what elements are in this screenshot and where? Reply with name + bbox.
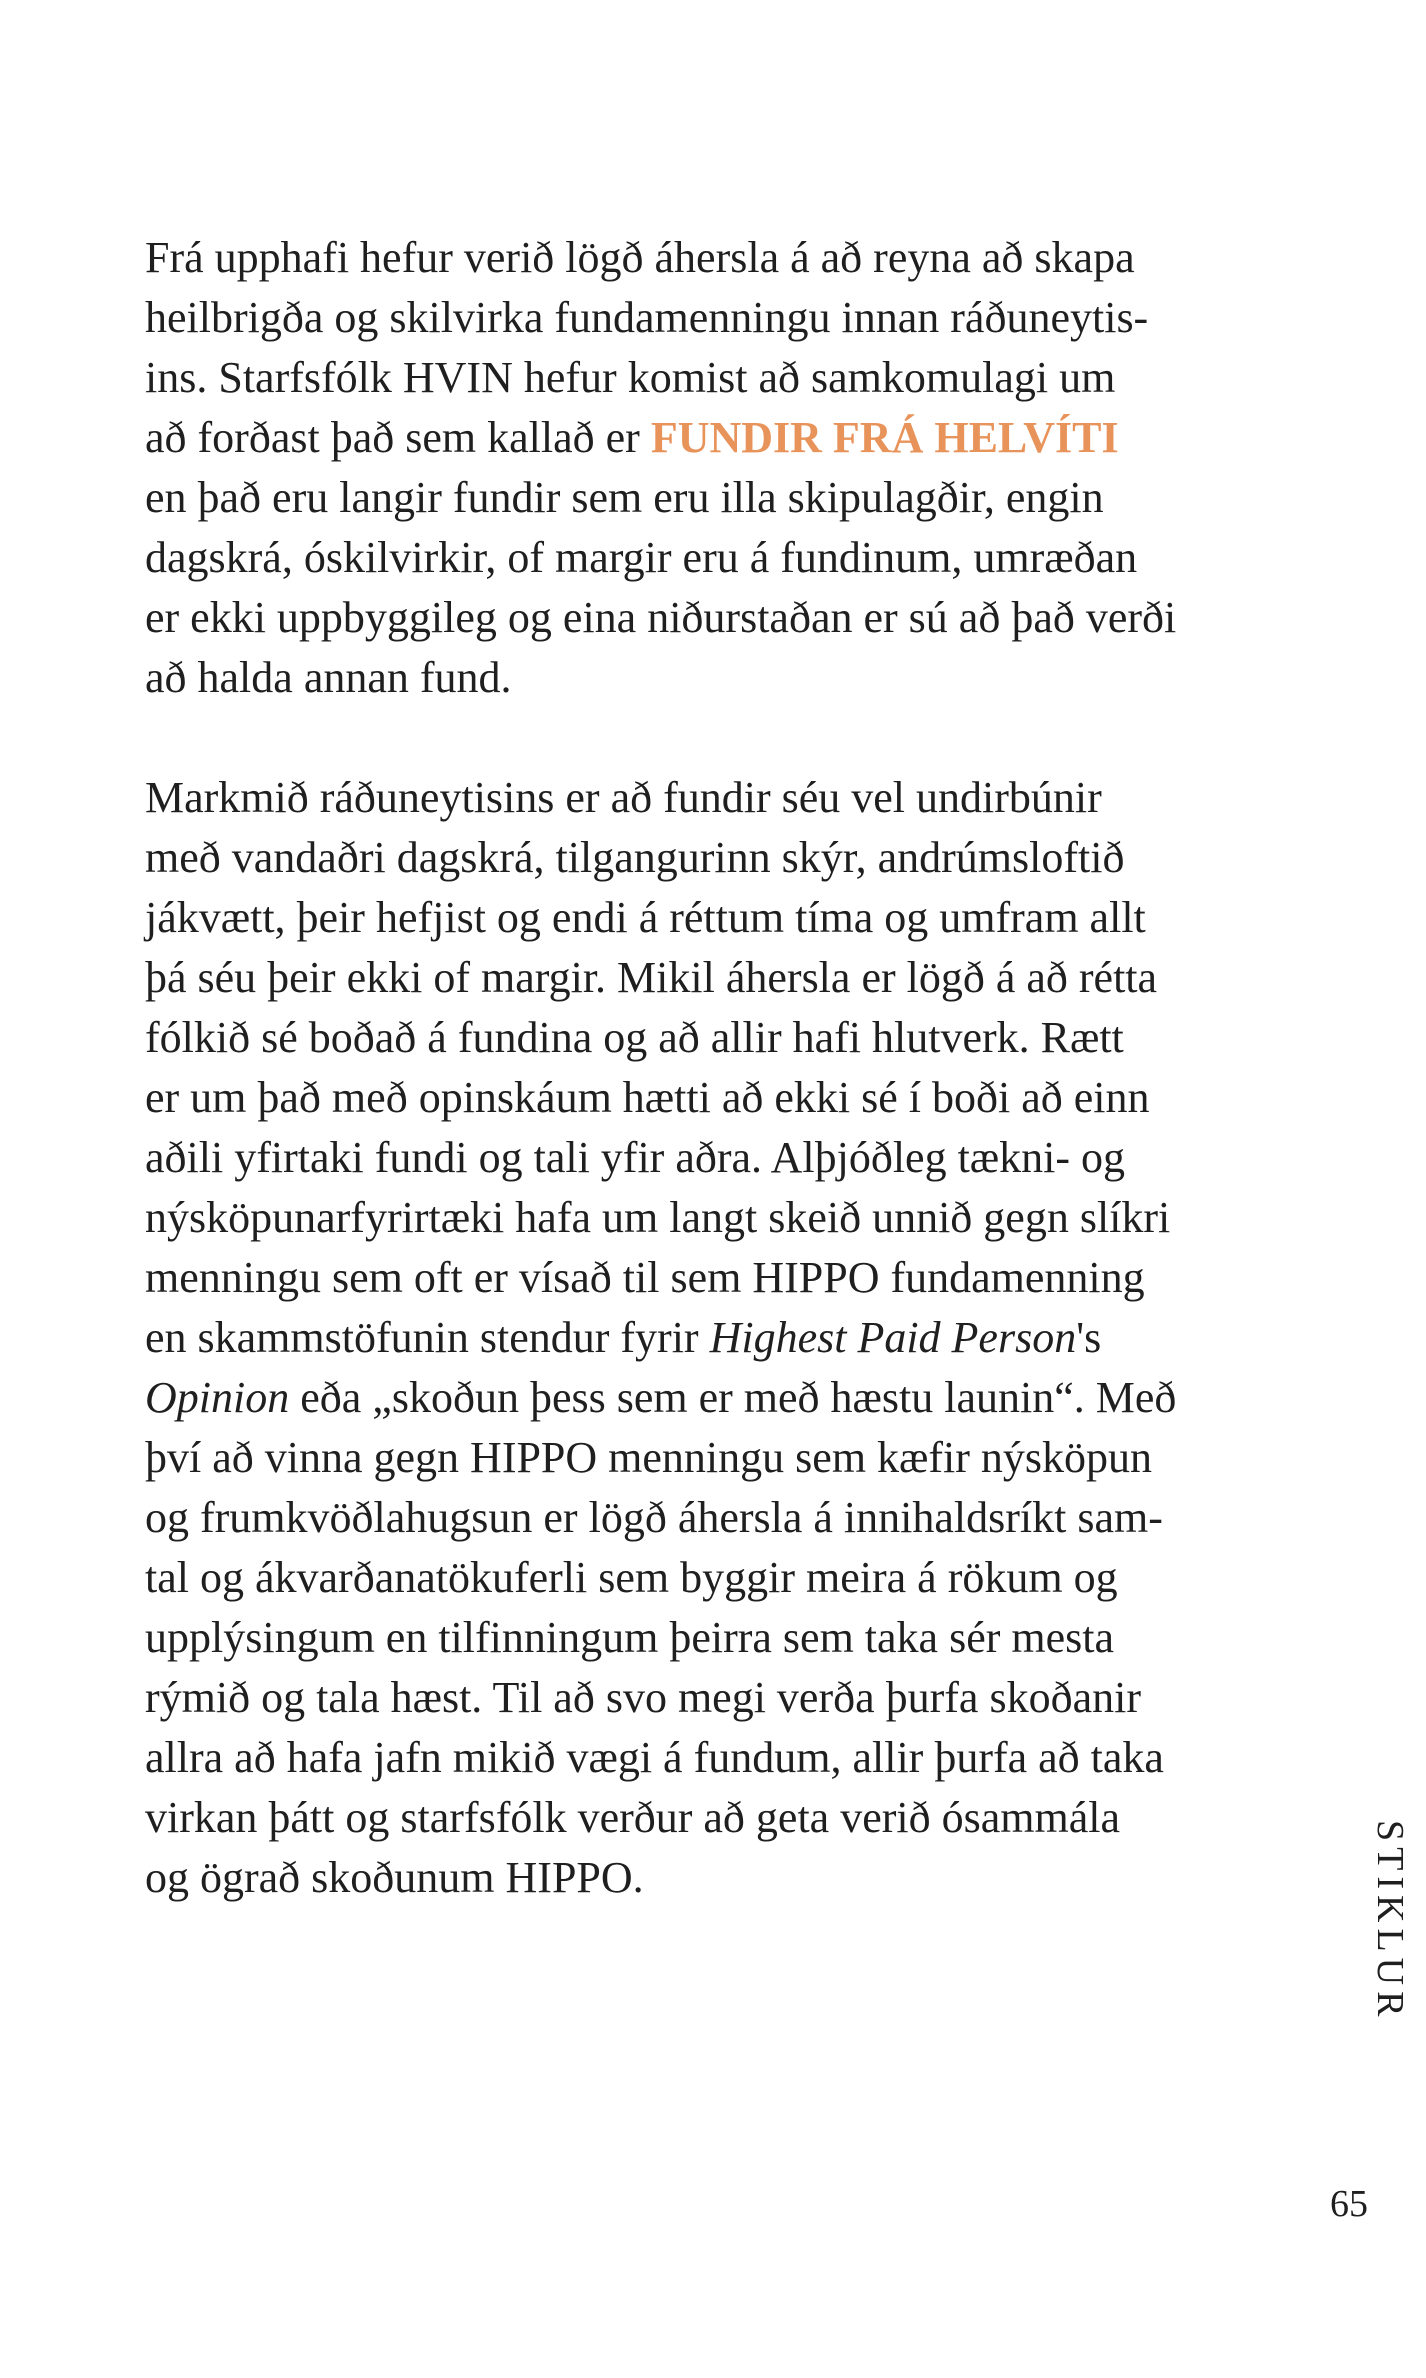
paragraph-2 (145, 768, 1295, 1908)
text-line: rýmið og tala hæst. Til að svo megi verða þurfa skoðanir (145, 1673, 1141, 1722)
text-line: tal og ákvarðanatökuferli sem byggir meira á rökum og (145, 1553, 1118, 1602)
text-line: virkan þátt og starfsfólk verður að geta verið ósammála (145, 1793, 1121, 1842)
text-segment: 's (1076, 1313, 1102, 1362)
paragraph-gap (145, 708, 1295, 768)
paragraph-1 (145, 228, 1295, 708)
text-line: Frá upphafi hefur verið lögð áhersla á að reyna að skapa (145, 233, 1135, 282)
text-line: jákvætt, þeir hefjist og endi á réttum tíma og umfram allt (145, 893, 1146, 942)
text-line: er um það með opinskáum hætti að ekki sé í boði að einn (145, 1073, 1150, 1122)
page-number: 65 (1330, 2183, 1368, 2225)
text-line: Markmið ráðuneytisins er að fundir séu vel undirbúnir (145, 773, 1102, 822)
text-line: aðili yfirtaki fundi og tali yfir aðra. Alþjóðleg tækni- og (145, 1133, 1126, 1182)
highlight-phrase: FUNDIR FRÁ HELVÍTI (650, 413, 1119, 462)
text-line (145, 1308, 1295, 1368)
text-line: menningu sem oft er vísað til sem HIPPO fundamenning (145, 1253, 1145, 1302)
text-segment: en skammstöfunin stendur fyrir (145, 1313, 710, 1362)
text-line: en það eru langir fundir sem eru illa skipulagðir, engin (145, 473, 1104, 522)
text-line: þá séu þeir ekki of margir. Mikil áhersla er lögð á að rétta (145, 953, 1158, 1002)
text-segment: eða „skoðun þess sem er með hæstu launin“. Með (289, 1373, 1177, 1422)
text-line: og ögrað skoðunum HIPPO. (145, 1853, 644, 1902)
text-line: nýsköpunarfyrirtæki hafa um langt skeið unnið gegn slíkri (145, 1193, 1171, 1242)
text-line: fólkið sé boðað á fundina og að allir hafi hlutverk. Rætt (145, 1013, 1124, 1062)
text-line: og frumkvöðlahugsun er lögð áhersla á innihaldsríkt sam- (145, 1493, 1163, 1542)
text-segment: að forðast það sem kallað er (145, 413, 651, 462)
text-line: með vandaðri dagskrá, tilgangurinn skýr, andrúmsloftið (145, 833, 1125, 882)
text-line (145, 1368, 1295, 1428)
text-line: ins. Starfsfólk HVIN hefur komist að samkomulagi um (145, 353, 1116, 402)
text-line: því að vinna gegn HIPPO menningu sem kæfir nýsköpun (145, 1433, 1153, 1482)
text-line: er ekki uppbyggileg og eina niðurstaðan er sú að það verði (145, 593, 1177, 642)
italic-phrase: Highest Paid Person (709, 1313, 1077, 1362)
text-line (145, 408, 1295, 468)
italic-phrase: Opinion (145, 1373, 290, 1422)
text-line: allra að hafa jafn mikið vægi á fundum, allir þurfa að taka (145, 1733, 1164, 1782)
text-line: að halda annan fund. (145, 653, 512, 702)
body-text (145, 228, 1295, 1908)
text-line: dagskrá, óskilvirkir, of margir eru á fundinum, umræðan (145, 533, 1138, 582)
text-line: heilbrigða og skilvirka fundamenningu innan ráðuneytis- (145, 293, 1149, 342)
text-line: upplýsingum en tilfinningum þeirra sem taka sér mesta (145, 1613, 1115, 1662)
side-section-label-text: STIKLUR (1369, 1820, 1411, 2023)
